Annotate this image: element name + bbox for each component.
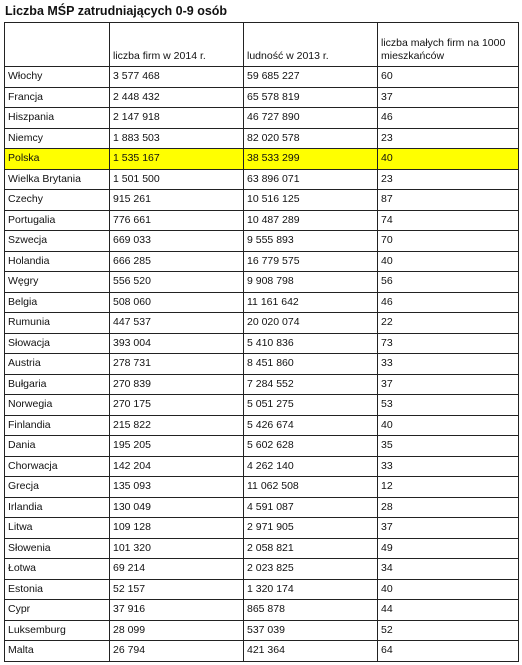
- cell-country: Łotwa: [5, 559, 110, 580]
- cell-firms-2014: 101 320: [110, 538, 244, 559]
- cell-firms-per-1000: 53: [378, 395, 519, 416]
- cell-firms-2014: 69 214: [110, 559, 244, 580]
- table-body: [5, 67, 519, 662]
- cell-firms-per-1000: 70: [378, 231, 519, 252]
- cell-firms-2014: 26 794: [110, 641, 244, 662]
- table-row: [5, 579, 519, 600]
- cell-country: Słowacja: [5, 333, 110, 354]
- cell-population-2013: 82 020 578: [244, 128, 378, 149]
- cell-population-2013: 5 426 674: [244, 415, 378, 436]
- table-row: [5, 251, 519, 272]
- cell-firms-per-1000: 22: [378, 313, 519, 334]
- table-row: [5, 374, 519, 395]
- table-row: [5, 67, 519, 88]
- cell-firms-per-1000: 40: [378, 415, 519, 436]
- cell-firms-2014: 37 916: [110, 600, 244, 621]
- header-population-2013: ludność w 2013 r.: [244, 23, 378, 67]
- cell-firms-per-1000: 40: [378, 251, 519, 272]
- table-row: [5, 436, 519, 457]
- table-row: [5, 149, 519, 170]
- cell-country: Dania: [5, 436, 110, 457]
- cell-firms-per-1000: 23: [378, 128, 519, 149]
- cell-country: Czechy: [5, 190, 110, 211]
- cell-population-2013: 10 487 289: [244, 210, 378, 231]
- cell-country: Chorwacja: [5, 456, 110, 477]
- cell-population-2013: 865 878: [244, 600, 378, 621]
- cell-firms-per-1000: 49: [378, 538, 519, 559]
- cell-population-2013: 2 058 821: [244, 538, 378, 559]
- cell-country: Litwa: [5, 518, 110, 539]
- cell-firms-2014: 130 049: [110, 497, 244, 518]
- cell-firms-2014: 669 033: [110, 231, 244, 252]
- cell-country: Finlandia: [5, 415, 110, 436]
- cell-firms-per-1000: 37: [378, 518, 519, 539]
- sme-table: [4, 22, 519, 662]
- cell-country: Grecja: [5, 477, 110, 498]
- cell-country: Austria: [5, 354, 110, 375]
- cell-population-2013: 8 451 860: [244, 354, 378, 375]
- cell-firms-2014: 28 099: [110, 620, 244, 641]
- cell-country: Polska: [5, 149, 110, 170]
- table-row: [5, 518, 519, 539]
- table-row: [5, 497, 519, 518]
- cell-population-2013: 65 578 819: [244, 87, 378, 108]
- cell-firms-per-1000: 64: [378, 641, 519, 662]
- header-firms-2014: liczba firm w 2014 r.: [110, 23, 244, 67]
- table-header: [5, 23, 519, 67]
- cell-country: Bułgaria: [5, 374, 110, 395]
- cell-population-2013: 5 051 275: [244, 395, 378, 416]
- cell-firms-2014: 393 004: [110, 333, 244, 354]
- cell-population-2013: 20 020 074: [244, 313, 378, 334]
- cell-firms-per-1000: 44: [378, 600, 519, 621]
- cell-firms-2014: 278 731: [110, 354, 244, 375]
- cell-firms-2014: 135 093: [110, 477, 244, 498]
- cell-population-2013: 59 685 227: [244, 67, 378, 88]
- cell-firms-2014: 447 537: [110, 313, 244, 334]
- cell-country: Norwegia: [5, 395, 110, 416]
- cell-firms-2014: 1 501 500: [110, 169, 244, 190]
- cell-firms-2014: 109 128: [110, 518, 244, 539]
- cell-population-2013: 4 591 087: [244, 497, 378, 518]
- cell-firms-per-1000: 40: [378, 149, 519, 170]
- cell-country: Niemcy: [5, 128, 110, 149]
- cell-firms-per-1000: 28: [378, 497, 519, 518]
- cell-firms-per-1000: 52: [378, 620, 519, 641]
- cell-firms-per-1000: 23: [378, 169, 519, 190]
- table-row: [5, 600, 519, 621]
- table-row: [5, 456, 519, 477]
- cell-population-2013: 11 161 642: [244, 292, 378, 313]
- cell-firms-per-1000: 40: [378, 579, 519, 600]
- cell-population-2013: 2 971 905: [244, 518, 378, 539]
- cell-firms-per-1000: 37: [378, 374, 519, 395]
- cell-country: Holandia: [5, 251, 110, 272]
- table-row: [5, 190, 519, 211]
- cell-population-2013: 46 727 890: [244, 108, 378, 129]
- cell-firms-2014: 1 535 167: [110, 149, 244, 170]
- cell-firms-per-1000: 33: [378, 456, 519, 477]
- table-row: [5, 538, 519, 559]
- cell-firms-per-1000: 33: [378, 354, 519, 375]
- cell-country: Słowenia: [5, 538, 110, 559]
- header-firms-per-1000: liczba małych firm na 1000 mieszkańców: [378, 23, 519, 67]
- cell-country: Irlandia: [5, 497, 110, 518]
- table-row: [5, 354, 519, 375]
- table-row: [5, 559, 519, 580]
- cell-country: Luksemburg: [5, 620, 110, 641]
- table-row: [5, 333, 519, 354]
- cell-firms-per-1000: 46: [378, 292, 519, 313]
- table-row: [5, 108, 519, 129]
- cell-population-2013: 16 779 575: [244, 251, 378, 272]
- cell-firms-2014: 776 661: [110, 210, 244, 231]
- table-row: [5, 292, 519, 313]
- cell-firms-per-1000: 60: [378, 67, 519, 88]
- cell-population-2013: 5 602 628: [244, 436, 378, 457]
- table-row: [5, 641, 519, 662]
- cell-population-2013: 38 533 299: [244, 149, 378, 170]
- cell-population-2013: 5 410 836: [244, 333, 378, 354]
- cell-country: Cypr: [5, 600, 110, 621]
- cell-firms-2014: 270 839: [110, 374, 244, 395]
- table-row: [5, 477, 519, 498]
- cell-firms-2014: 666 285: [110, 251, 244, 272]
- cell-firms-2014: 195 205: [110, 436, 244, 457]
- cell-population-2013: 63 896 071: [244, 169, 378, 190]
- cell-firms-per-1000: 87: [378, 190, 519, 211]
- table-row: [5, 128, 519, 149]
- table-row: [5, 313, 519, 334]
- cell-country: Francja: [5, 87, 110, 108]
- table-row: [5, 210, 519, 231]
- cell-firms-2014: 270 175: [110, 395, 244, 416]
- table-row: [5, 395, 519, 416]
- cell-firms-2014: 508 060: [110, 292, 244, 313]
- cell-firms-2014: 2 147 918: [110, 108, 244, 129]
- cell-firms-per-1000: 35: [378, 436, 519, 457]
- cell-firms-2014: 3 577 468: [110, 67, 244, 88]
- cell-population-2013: 421 364: [244, 641, 378, 662]
- cell-country: Rumunia: [5, 313, 110, 334]
- cell-population-2013: 11 062 508: [244, 477, 378, 498]
- cell-country: Malta: [5, 641, 110, 662]
- table-row: [5, 415, 519, 436]
- cell-population-2013: 10 516 125: [244, 190, 378, 211]
- cell-firms-2014: 915 261: [110, 190, 244, 211]
- cell-firms-per-1000: 74: [378, 210, 519, 231]
- table-row: [5, 87, 519, 108]
- cell-population-2013: 4 262 140: [244, 456, 378, 477]
- table-title: Liczba MŚP zatrudniających 0-9 osób: [5, 4, 228, 18]
- table-row: [5, 169, 519, 190]
- cell-firms-2014: 52 157: [110, 579, 244, 600]
- cell-population-2013: 1 320 174: [244, 579, 378, 600]
- cell-firms-per-1000: 12: [378, 477, 519, 498]
- cell-firms-per-1000: 56: [378, 272, 519, 293]
- cell-country: Belgia: [5, 292, 110, 313]
- cell-firms-2014: 142 204: [110, 456, 244, 477]
- cell-firms-2014: 215 822: [110, 415, 244, 436]
- cell-country: Hiszpania: [5, 108, 110, 129]
- cell-country: Włochy: [5, 67, 110, 88]
- cell-population-2013: 9 908 798: [244, 272, 378, 293]
- cell-firms-per-1000: 73: [378, 333, 519, 354]
- cell-country: Wielka Brytania: [5, 169, 110, 190]
- cell-country: Estonia: [5, 579, 110, 600]
- cell-firms-2014: 556 520: [110, 272, 244, 293]
- cell-population-2013: 7 284 552: [244, 374, 378, 395]
- cell-country: Węgry: [5, 272, 110, 293]
- cell-firms-per-1000: 46: [378, 108, 519, 129]
- header-country: [5, 23, 110, 67]
- cell-firms-2014: 1 883 503: [110, 128, 244, 149]
- cell-population-2013: 9 555 893: [244, 231, 378, 252]
- table-row: [5, 620, 519, 641]
- header-row: [5, 23, 519, 67]
- table-row: [5, 231, 519, 252]
- cell-country: Portugalia: [5, 210, 110, 231]
- cell-firms-2014: 2 448 432: [110, 87, 244, 108]
- cell-firms-per-1000: 34: [378, 559, 519, 580]
- table-row: [5, 272, 519, 293]
- cell-population-2013: 537 039: [244, 620, 378, 641]
- cell-country: Szwecja: [5, 231, 110, 252]
- cell-firms-per-1000: 37: [378, 87, 519, 108]
- cell-population-2013: 2 023 825: [244, 559, 378, 580]
